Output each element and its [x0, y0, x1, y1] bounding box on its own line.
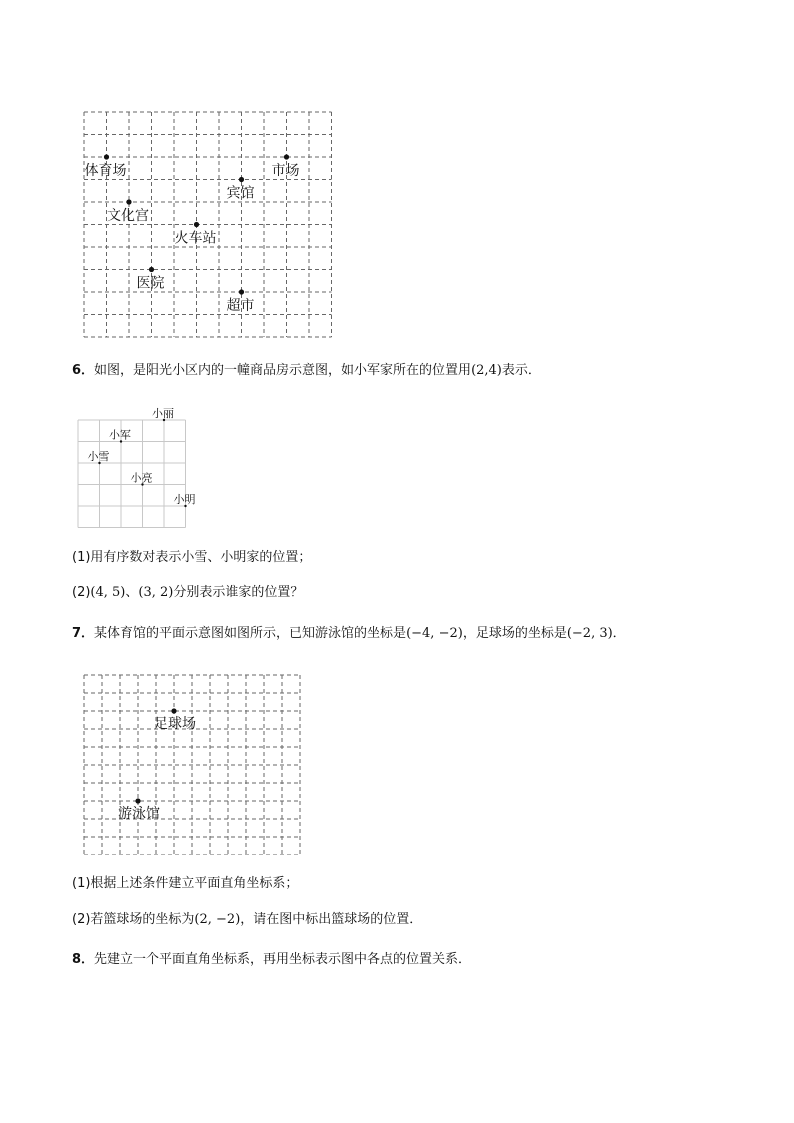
question-6-part-2-suffix: 分别表示谁家的位置？: [173, 585, 304, 600]
question-7-part-2-prefix: (2)若篮球场的坐标为: [72, 912, 195, 927]
question-7-number: 7．: [72, 626, 95, 641]
figure-2-residents: [88, 406, 196, 507]
resident-label: 小明: [173, 493, 196, 506]
question-7-part-1-text: (1)根据上述条件建立平面直角坐标系；: [72, 876, 299, 891]
place-dot: [284, 154, 289, 159]
question-7-coord-soccer: (−2, 3): [566, 626, 613, 641]
question-7-text-1: 某体育馆的平面示意图如图所示，已知游泳馆的坐标是: [94, 626, 407, 641]
question-6-text-before: 如图，是阳光小区内的一幢商品房示意图，如小军家所在的位置用: [94, 363, 472, 378]
figure-3-grid: [84, 675, 300, 855]
question-6-part-1-text: (1)用有序数对表示小雪、小明家的位置；: [72, 550, 312, 565]
resident-label: 小雪: [87, 450, 110, 463]
question-8-number: 8．: [72, 952, 95, 967]
question-6-part-2-coord-1: (4, 5): [90, 585, 126, 600]
question-6-part-1: [72, 549, 311, 567]
question-7-coord-pool: (−4, −2): [406, 626, 463, 641]
place-label: 文化宫: [107, 208, 149, 224]
figure-2-building: [76, 400, 206, 530]
place-label: 体育场: [84, 163, 127, 179]
figure-1-map: [82, 110, 336, 340]
venue-dot: [135, 798, 140, 803]
question-7-part-2-suffix: ，请在图中标出篮球场的位置．: [240, 912, 423, 927]
place-dot: [194, 222, 199, 227]
place-label: 超市: [226, 298, 255, 314]
question-6-text-after: 表示．: [501, 363, 541, 378]
place-dot: [239, 289, 244, 294]
resident-label: 小军: [109, 428, 131, 442]
venue-label: 游泳馆: [118, 806, 160, 822]
question-8: [72, 951, 471, 969]
place-dot: [149, 267, 154, 272]
figure-1-places: [85, 154, 300, 314]
question-6-coord: (2,4): [471, 363, 502, 378]
place-label: 宾馆: [226, 185, 255, 202]
place-label: 市场: [271, 163, 300, 179]
place-label: 火车站: [174, 230, 217, 247]
question-7-part-2-coord: (2, −2): [194, 912, 241, 927]
place-dot: [126, 199, 131, 204]
place-dot: [239, 177, 244, 182]
question-7-text-3: ．: [612, 626, 626, 641]
question-6-part-2-coord-2: (3, 2): [138, 585, 174, 600]
question-6-number: 6．: [72, 363, 95, 378]
place-label: 医院: [136, 275, 165, 292]
question-6-part-2-separator: 、: [125, 585, 139, 600]
question-6-part-2: [72, 584, 303, 602]
question-8-text: 先建立一个平面直角坐标系，再用坐标表示图中各点的位置关系．: [94, 952, 472, 967]
question-7-text-2: ，足球场的坐标是: [462, 626, 567, 641]
question-6: [72, 362, 541, 380]
question-7-part-1: [72, 875, 298, 893]
resident-label: 小亮: [130, 471, 153, 485]
venue-dot: [171, 708, 176, 713]
figure-1-grid: [84, 112, 332, 337]
venue-label: 足球场: [154, 716, 196, 732]
place-dot: [104, 154, 109, 159]
question-7-part-2: [72, 911, 422, 929]
resident-label: 小丽: [152, 407, 174, 420]
question-6-part-2-prefix: (2): [72, 585, 91, 600]
question-7: [72, 625, 626, 643]
figure-3-stadium: [82, 673, 308, 855]
